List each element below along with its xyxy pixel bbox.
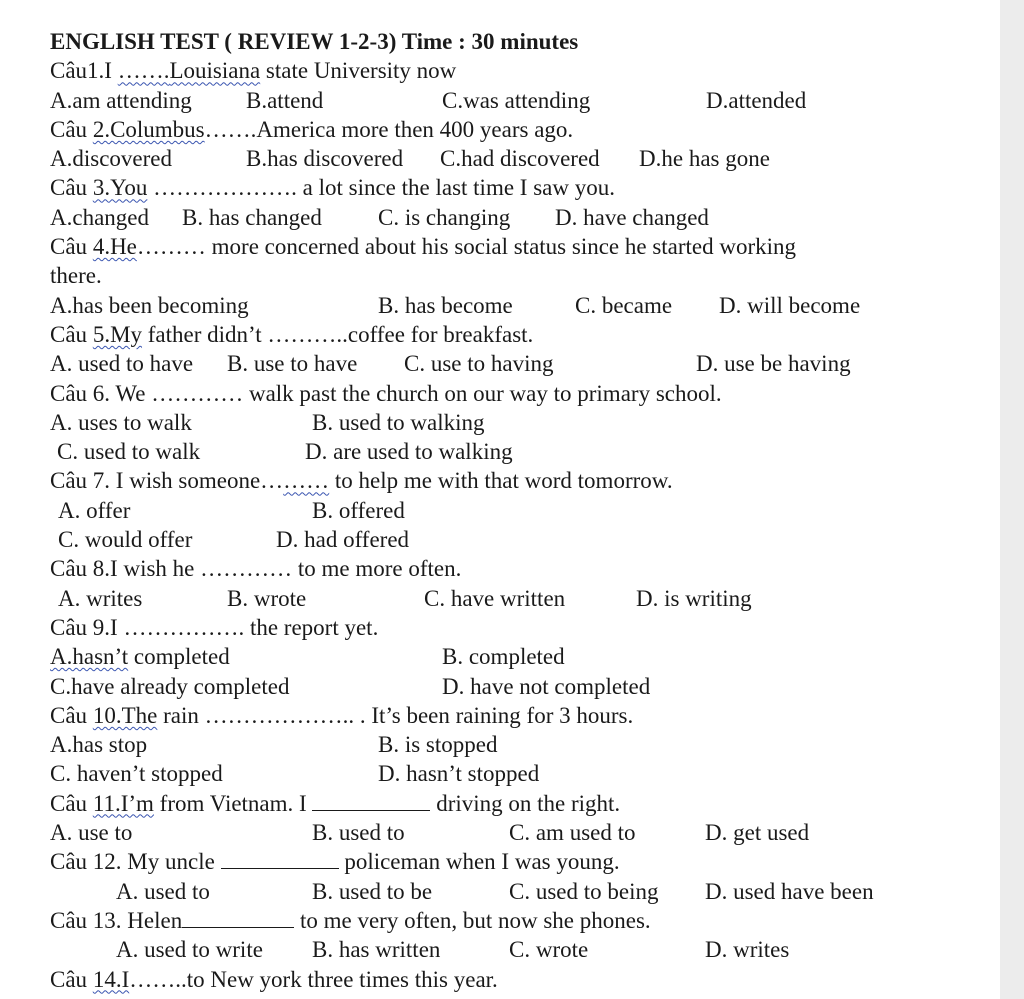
question-12: Câu 12. My uncle policeman when I was young. — [50, 849, 620, 875]
option-d: D. use be having — [696, 351, 851, 377]
option-d: D. are used to walking — [305, 439, 513, 465]
question-6-options-row1 — [50, 408, 995, 437]
option-d: D. have not completed — [442, 673, 651, 699]
option-b: B. used to walking — [312, 409, 485, 435]
option-a: A. used to write — [116, 937, 263, 963]
answer-blank — [312, 789, 430, 811]
question-11: Câu 11.I’m from Vietnam. I driving on the right. — [50, 790, 621, 816]
question-4: Câu 4.He……… more concerned about his social status since he started working — [50, 234, 797, 260]
option-d: D. will become — [719, 292, 861, 318]
option-b: B.attend — [246, 87, 324, 113]
question-11-options — [50, 818, 995, 847]
option-a: A.am attending — [50, 87, 192, 113]
option-a: A.discovered — [50, 146, 172, 172]
option-b: B. used to — [312, 820, 405, 846]
question-5: Câu 5.My father didn’t ………..coffee for breakfast. — [50, 321, 534, 347]
question-8: Câu 8.I wish he ………… to me more often. — [50, 556, 462, 582]
question-4-options — [50, 291, 995, 320]
question-13-options — [50, 935, 995, 964]
question-4-continued: there. — [50, 263, 102, 289]
question-8-options — [50, 584, 995, 613]
question-2-options — [50, 144, 995, 173]
question-9-options-row2 — [50, 672, 995, 701]
option-b: B. has changed — [182, 204, 322, 230]
option-b: B. has become — [378, 292, 513, 318]
option-c: C. have written — [424, 585, 566, 611]
option-b: B. wrote — [227, 585, 307, 611]
option-c: C. used to walk — [57, 439, 201, 465]
option-a: A.has been becoming — [50, 292, 249, 318]
option-a: A. used to — [116, 878, 210, 904]
option-c: C. used to being — [509, 878, 659, 904]
option-b: B.has discovered — [246, 146, 404, 172]
option-c: C.was attending — [442, 87, 591, 113]
option-d: D. writes — [705, 937, 790, 963]
option-c: C. use to having — [404, 351, 554, 377]
option-d: D.he has gone — [639, 146, 770, 172]
option-a: A. writes — [58, 585, 143, 611]
option-b: B. completed — [442, 644, 565, 670]
option-b: B. has written — [312, 937, 441, 963]
question-12-options — [50, 877, 995, 906]
question-5-options — [50, 349, 995, 378]
question-2: Câu 2.Columbus…….America more then 400 years ago. — [50, 116, 574, 142]
question-14: Câu 14.I……..to New york three times this year. — [50, 966, 498, 992]
question-10: Câu 10.The rain ……………….. . It’s been raining for 3 hours. — [50, 702, 634, 728]
question-6-options-row2 — [50, 437, 995, 466]
option-b: B. offered — [312, 497, 405, 523]
question-3-options — [50, 203, 995, 232]
question-1-options — [50, 86, 995, 115]
question-10-options-row1 — [50, 730, 995, 759]
option-c: C. haven’t stopped — [50, 761, 223, 787]
question-7-options-row2 — [50, 525, 995, 554]
option-a: A.has stop — [50, 732, 148, 758]
option-c: C. wrote — [509, 937, 589, 963]
question-10-options-row2 — [50, 759, 995, 788]
question-3: Câu 3.You ………………. a lot since the last time I saw you. — [50, 175, 615, 201]
option-d: D. have changed — [555, 204, 709, 230]
option-b: B. used to be — [312, 878, 433, 904]
option-d: D.attended — [706, 87, 807, 113]
option-d: D. hasn’t stopped — [378, 761, 540, 787]
option-a: A. use to — [50, 820, 133, 846]
option-d: D. get used — [705, 820, 810, 846]
option-d: D. had offered — [276, 527, 410, 553]
answer-blank — [221, 847, 339, 869]
scrollbar-track[interactable] — [1000, 0, 1024, 999]
option-a: A. used to have — [50, 351, 194, 377]
option-a: A. uses to walk — [50, 409, 192, 435]
question-7-options-row1 — [50, 496, 995, 525]
question-9-options-row1 — [50, 642, 995, 671]
option-c: C. am used to — [509, 820, 636, 846]
answer-blank — [182, 906, 294, 928]
option-c: C. is changing — [378, 204, 511, 230]
option-b: B. use to have — [227, 351, 358, 377]
option-c: C. became — [575, 292, 673, 318]
option-d: D. used have been — [705, 878, 874, 904]
document-page — [50, 27, 995, 994]
question-6: Câu 6. We ………… walk past the church on our way to primary school. — [50, 380, 722, 406]
option-c: C.have already completed — [50, 673, 290, 699]
question-1: Câu1.I …….Louisiana state University now — [50, 58, 457, 84]
question-9: Câu 9.I ……………. the report yet. — [50, 614, 379, 640]
option-b: B. is stopped — [378, 732, 498, 758]
option-d: D. is writing — [636, 585, 752, 611]
question-7: Câu 7. I wish someone……… to help me with that word tomorrow. — [50, 468, 673, 494]
question-13: Câu 13. Helen to me very often, but now she phones. — [50, 907, 651, 933]
option-a: A. offer — [58, 497, 131, 523]
test-title: ENGLISH TEST ( REVIEW 1-2-3) Time : 30 minutes — [50, 29, 579, 54]
option-a: A.changed — [50, 204, 149, 230]
option-c: C.had discovered — [440, 146, 600, 172]
option-a: A.hasn’t completed — [50, 644, 230, 670]
option-c: C. would offer — [58, 527, 193, 553]
